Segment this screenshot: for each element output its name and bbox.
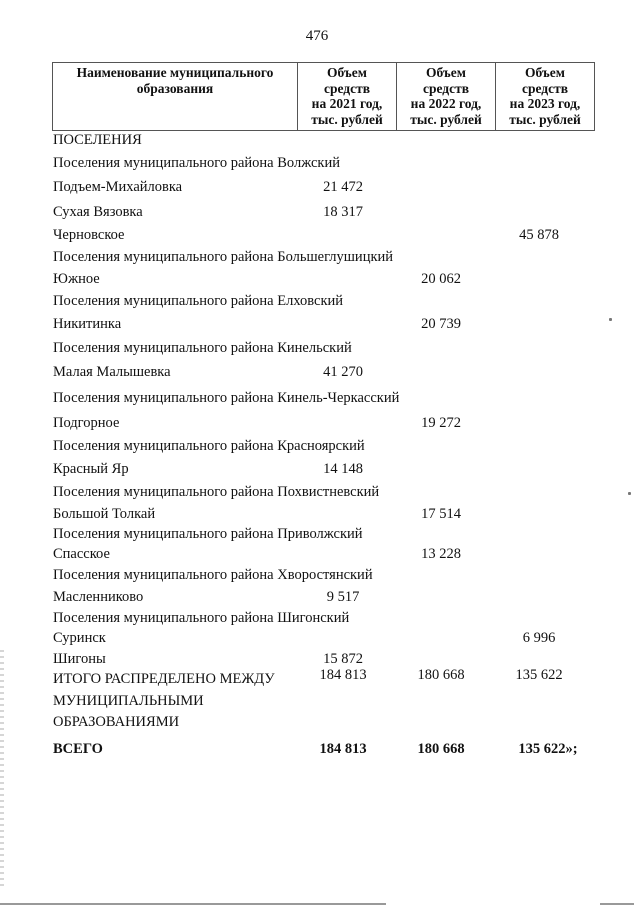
district-heading: Поселения муниципального района Большеглушицкий — [53, 249, 394, 265]
section-heading: ПОСЕЛЕНИЯ — [53, 132, 142, 148]
header-2021: Объем средств на 2021 год, тыс. рублей — [298, 63, 397, 131]
total-row: ВСЕГО 184 813 180 668 135 622»; — [53, 741, 578, 757]
scan-speck — [609, 318, 612, 321]
district-heading: Поселения муниципального района Похвистневский — [53, 484, 380, 500]
scan-speck — [628, 492, 631, 495]
table-row: Большой Толкай 17 514 — [53, 506, 461, 522]
district-heading: Поселения муниципального района Волжский — [53, 155, 340, 171]
table-row: Никитинка 20 739 — [53, 316, 461, 332]
header-municipality: Наименование муниципального образования — [53, 63, 298, 131]
district-heading: Поселения муниципального района Кинельский — [53, 340, 352, 356]
scan-edge-marks — [0, 650, 4, 890]
table-row: Красный Яр 14 148 — [53, 461, 363, 477]
table-row: Сухая Вязовка 18 317 — [53, 204, 363, 220]
table-row: Спасское 13 228 — [53, 546, 461, 562]
table-row: Подъем-Михайловка 21 472 — [53, 179, 363, 195]
subtotal-label-line: МУНИЦИПАЛЬНЫМИ — [53, 693, 204, 709]
district-heading: Поселения муниципального района Красноярский — [53, 438, 365, 454]
header-2023: Объем средств на 2023 год, тыс. рублей — [496, 63, 595, 131]
table-row: Суринск 6 996 — [53, 630, 556, 646]
district-heading: Поселения муниципального района Елховский — [53, 293, 344, 309]
table-row: Шигоны 15 872 — [53, 651, 363, 667]
page-number: 476 — [305, 28, 329, 44]
district-heading: Поселения муниципального района Кинель-Черкасский — [53, 390, 400, 406]
district-heading: Поселения муниципального района Шигонский — [53, 610, 350, 626]
table-header — [52, 62, 595, 131]
subtotal-row: ИТОГО РАСПРЕДЕЛЕНО МЕЖДУ 184 813 180 668 135 622 — [53, 667, 563, 687]
district-heading: Поселения муниципального района Приволжский — [53, 526, 363, 542]
table-row: Подгорное 19 272 — [53, 415, 461, 431]
header-2022: Объем средств на 2022 год, тыс. рублей — [397, 63, 496, 131]
table-row: Черновское 45 878 — [53, 227, 559, 243]
subtotal-label-line: ОБРАЗОВАНИЯМИ — [53, 714, 180, 730]
district-heading: Поселения муниципального района Хворостянский — [53, 567, 373, 583]
table-row: Масленниково 9 517 — [53, 589, 360, 605]
table-row: Южное 20 062 — [53, 271, 461, 287]
table-row: Малая Малышевка 41 270 — [53, 364, 363, 380]
